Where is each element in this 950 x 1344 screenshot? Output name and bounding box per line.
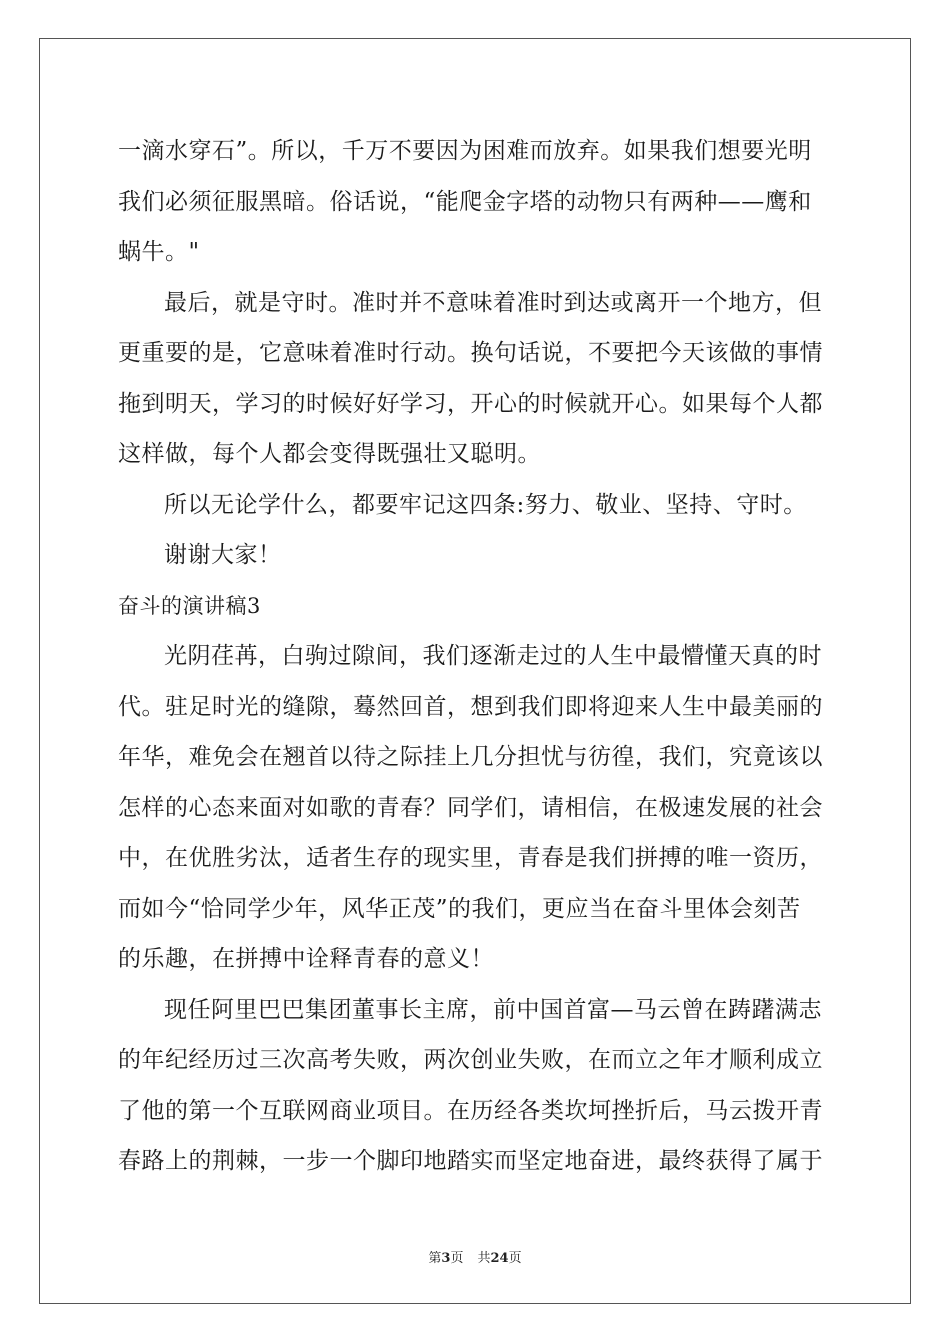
- section-heading: 奋斗的演讲稿3: [118, 593, 261, 618]
- text-line: 中，在优胜劣汰，适者生存的现实里，青春是我们拼搏的唯一资历，: [118, 845, 823, 871]
- text-line: 一滴水穿石”。所以，千万不要因为困难而放弃。如果我们想要光明: [118, 138, 812, 164]
- total-suffix: 页: [508, 1251, 522, 1266]
- paragraph-start-line: 现任阿里巴巴集团董事长主席，前中国首富—马云曾在踌躇满志: [164, 996, 822, 1023]
- text-line: 的乐趣，在拼搏中诠释青春的意义！: [118, 946, 494, 972]
- text-line: 的年纪经历过三次高考失败，两次创业失败，在而立之年才顺利成立: [118, 1047, 823, 1073]
- text-line: 了他的第一个互联网商业项目。在历经各类坎坷挫折后，马云拨开青: [118, 1097, 823, 1124]
- paragraph-start-line: 所以无论学什么，都要牢记这四条:努力、敬业、坚持、守时。: [164, 491, 807, 518]
- text-line: 这样做，每个人都会变得既强壮又聪明。: [118, 441, 541, 467]
- text-line: 更重要的是，它意味着准时行动。换句话说，不要把今天该做的事情: [118, 340, 823, 366]
- text-line: 年华，难免会在翘首以待之际挂上几分担忧与彷徨，我们，究竟该以: [118, 744, 823, 770]
- text-line: 蜗牛。": [118, 239, 200, 265]
- text-line: 拖到明天，学习的时候好好学习，开心的时候就开心。如果每个人都: [118, 390, 823, 417]
- paragraph-start-line: 最后，就是守时。准时并不意味着准时到达或离开一个地方，但: [164, 289, 822, 316]
- text-line: 代。驻足时光的缝隙，蓦然回首，想到我们即将迎来人生中最美丽的: [118, 693, 823, 720]
- text-line: 春路上的荆棘，一步一个脚印地踏实而坚定地奋进，最终获得了属于: [118, 1148, 823, 1174]
- total-prefix: 共: [477, 1251, 491, 1266]
- page-number: 3: [441, 1251, 451, 1266]
- page-footer: [0, 1247, 950, 1266]
- text-line: 怎样的心态来面对如歌的青春？同学们，请相信，在极速发展的社会: [118, 794, 823, 821]
- total-pages: 24: [490, 1251, 509, 1266]
- page-suffix: 页: [450, 1251, 464, 1266]
- text-line: 我们必须征服黑暗。俗话说，“能爬金字塔的动物只有两种——鹰和: [118, 188, 812, 215]
- text-line: 而如今“恰同学少年，风华正茂”的我们，更应当在奋斗里体会刻苦: [118, 895, 801, 922]
- page-prefix: 第: [428, 1251, 442, 1266]
- document-body: [118, 126, 834, 1187]
- paragraph-start-line: 光阴荏苒，白驹过隙间，我们逐渐走过的人生中最懵懂天真的时: [164, 643, 822, 669]
- paragraph-start-line: 谢谢大家！: [164, 542, 282, 568]
